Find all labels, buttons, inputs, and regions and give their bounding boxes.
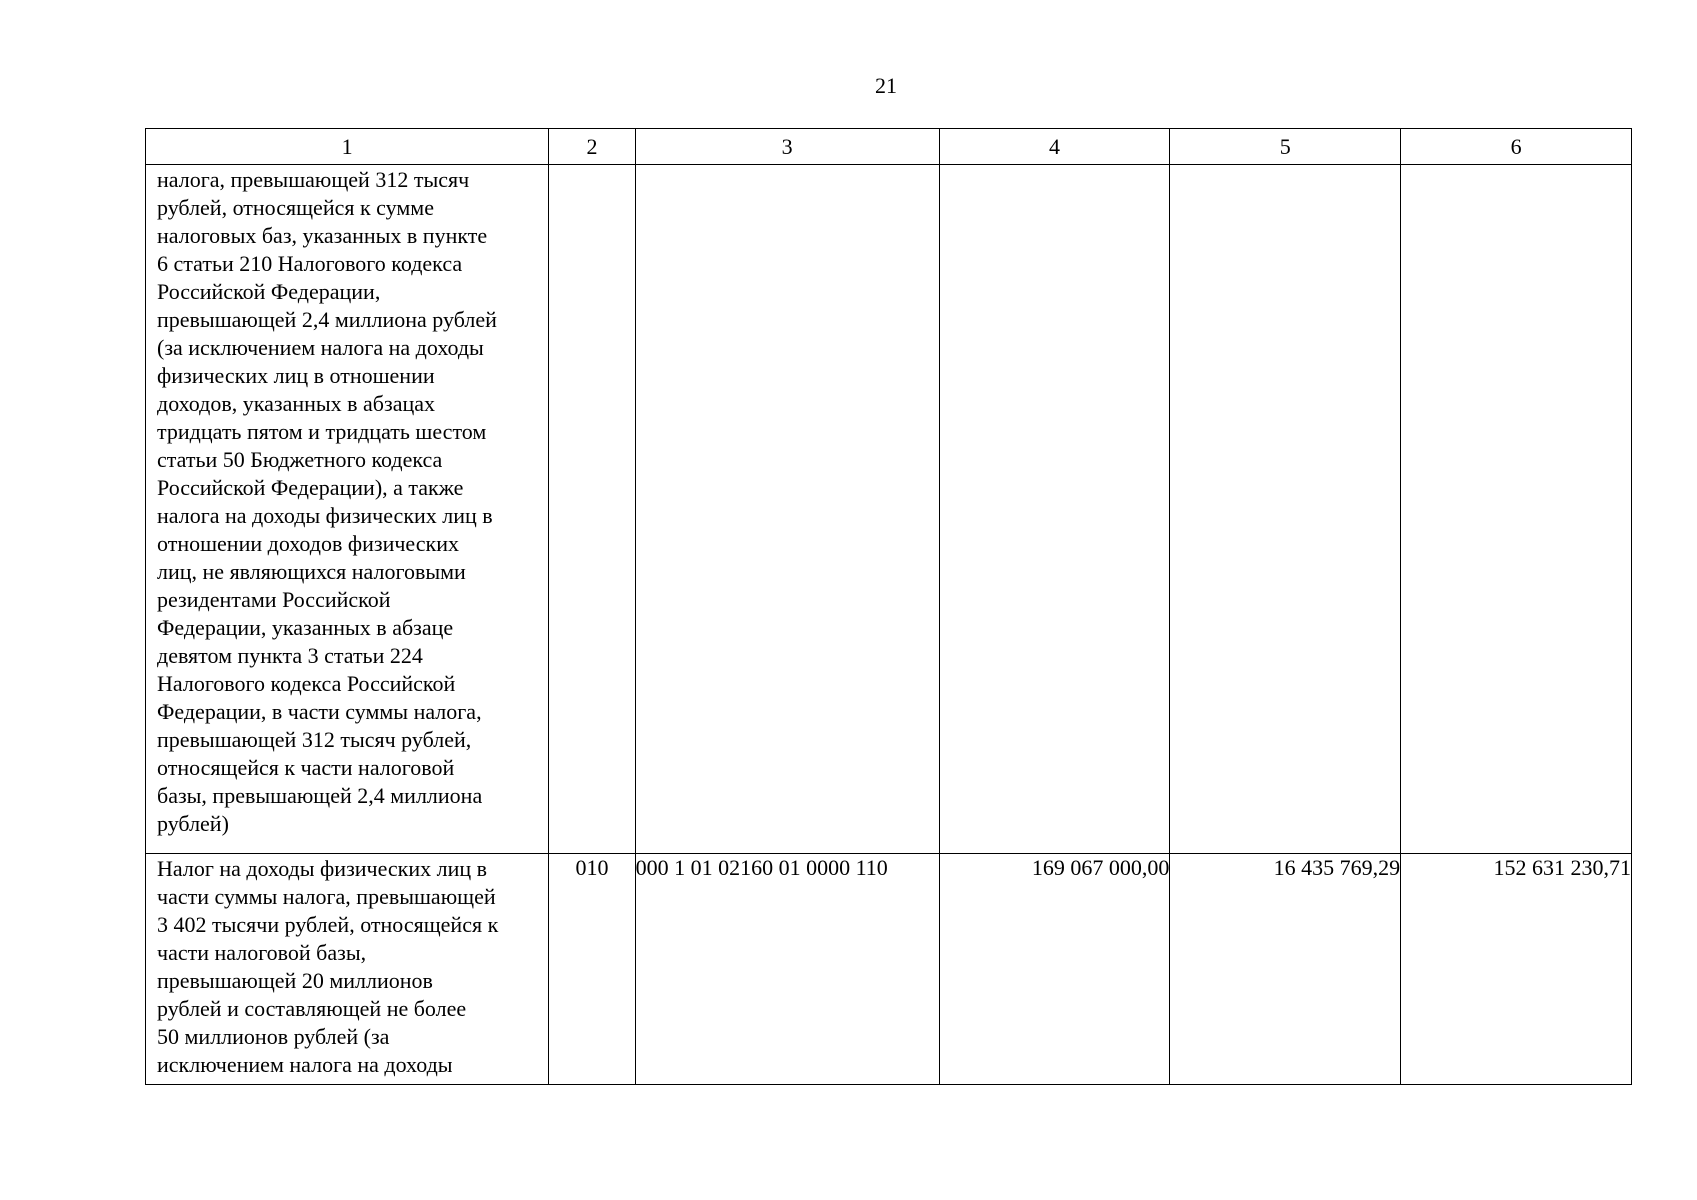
text-line: рублей и составляющей не более bbox=[157, 996, 467, 1021]
text-line: превышающей 2,4 миллиона рублей bbox=[157, 307, 497, 332]
text-line: лиц, не являющихся налоговыми bbox=[157, 559, 466, 584]
text-line: отношении доходов физических bbox=[157, 531, 459, 556]
income-name-text bbox=[146, 854, 548, 1079]
text-line: базы, превышающей 2,4 миллиона bbox=[157, 783, 483, 808]
table-container bbox=[145, 128, 1632, 1085]
text-line: тридцать пятом и тридцать шестом bbox=[157, 419, 487, 444]
column-header-2: 2 bbox=[549, 129, 635, 165]
table-row bbox=[146, 854, 1632, 1085]
text-line: налога, превышающей 312 тысяч bbox=[157, 167, 470, 192]
table-row bbox=[146, 165, 1632, 854]
page-number: 21 bbox=[875, 73, 897, 98]
text-line: части налоговой базы, bbox=[157, 940, 367, 965]
executed-amount-cell: 16 435 769,29 bbox=[1170, 854, 1401, 1085]
text-line: физических лиц в отношении bbox=[157, 363, 435, 388]
text-line: налоговых баз, указанных в пункте bbox=[157, 223, 488, 248]
income-name-cell bbox=[146, 854, 549, 1085]
text-line: Федерации, указанных в абзаце bbox=[157, 615, 454, 640]
line-code-cell bbox=[549, 165, 635, 854]
kbk-code-cell: 000 1 01 02160 01 0000 110 bbox=[635, 854, 939, 1085]
table-header-row bbox=[146, 129, 1632, 165]
text-line: 3 402 тысячи рублей, относящейся к bbox=[157, 912, 499, 937]
text-line: Российской Федерации), а также bbox=[157, 475, 464, 500]
text-line: резидентами Российской bbox=[157, 587, 391, 612]
text-line: превышающей 312 тысяч рублей, bbox=[157, 727, 472, 752]
column-header-6: 6 bbox=[1401, 129, 1632, 165]
unexecuted-amount-cell: 152 631 230,71 bbox=[1401, 854, 1632, 1085]
income-name-text bbox=[146, 165, 548, 838]
unexecuted-amount-cell bbox=[1401, 165, 1632, 854]
budget-execution-table bbox=[145, 128, 1632, 1085]
line-code-cell: 010 bbox=[549, 854, 635, 1085]
text-line: доходов, указанных в абзацах bbox=[157, 391, 435, 416]
text-line: рублей, относящейся к сумме bbox=[157, 195, 434, 220]
income-name-cell bbox=[146, 165, 549, 854]
text-line: (за исключением налога на доходы bbox=[157, 335, 484, 360]
column-header-4: 4 bbox=[939, 129, 1170, 165]
text-line: превышающей 20 миллионов bbox=[157, 968, 433, 993]
approved-amount-cell: 169 067 000,00 bbox=[939, 854, 1170, 1085]
text-line: девятом пункта 3 статьи 224 bbox=[157, 643, 423, 668]
column-header-1: 1 bbox=[146, 129, 549, 165]
text-line: Федерации, в части суммы налога, bbox=[157, 699, 482, 724]
text-line: части суммы налога, превышающей bbox=[157, 884, 496, 909]
column-header-5: 5 bbox=[1170, 129, 1401, 165]
text-line: относящейся к части налоговой bbox=[157, 755, 455, 780]
approved-amount-cell bbox=[939, 165, 1170, 854]
text-line: 50 миллионов рублей (за bbox=[157, 1024, 390, 1049]
text-line: Российской Федерации, bbox=[157, 279, 381, 304]
text-line: статьи 50 Бюджетного кодекса bbox=[157, 447, 443, 472]
text-line: Налогового кодекса Российской bbox=[157, 671, 456, 696]
text-line: Налог на доходы физических лиц в bbox=[157, 856, 488, 881]
text-line: исключением налога на доходы bbox=[157, 1052, 453, 1077]
executed-amount-cell bbox=[1170, 165, 1401, 854]
kbk-code-cell bbox=[635, 165, 939, 854]
text-line: рублей) bbox=[157, 811, 229, 836]
text-line: 6 статьи 210 Налогового кодекса bbox=[157, 251, 463, 276]
text-line: налога на доходы физических лиц в bbox=[157, 503, 493, 528]
column-header-3: 3 bbox=[635, 129, 939, 165]
